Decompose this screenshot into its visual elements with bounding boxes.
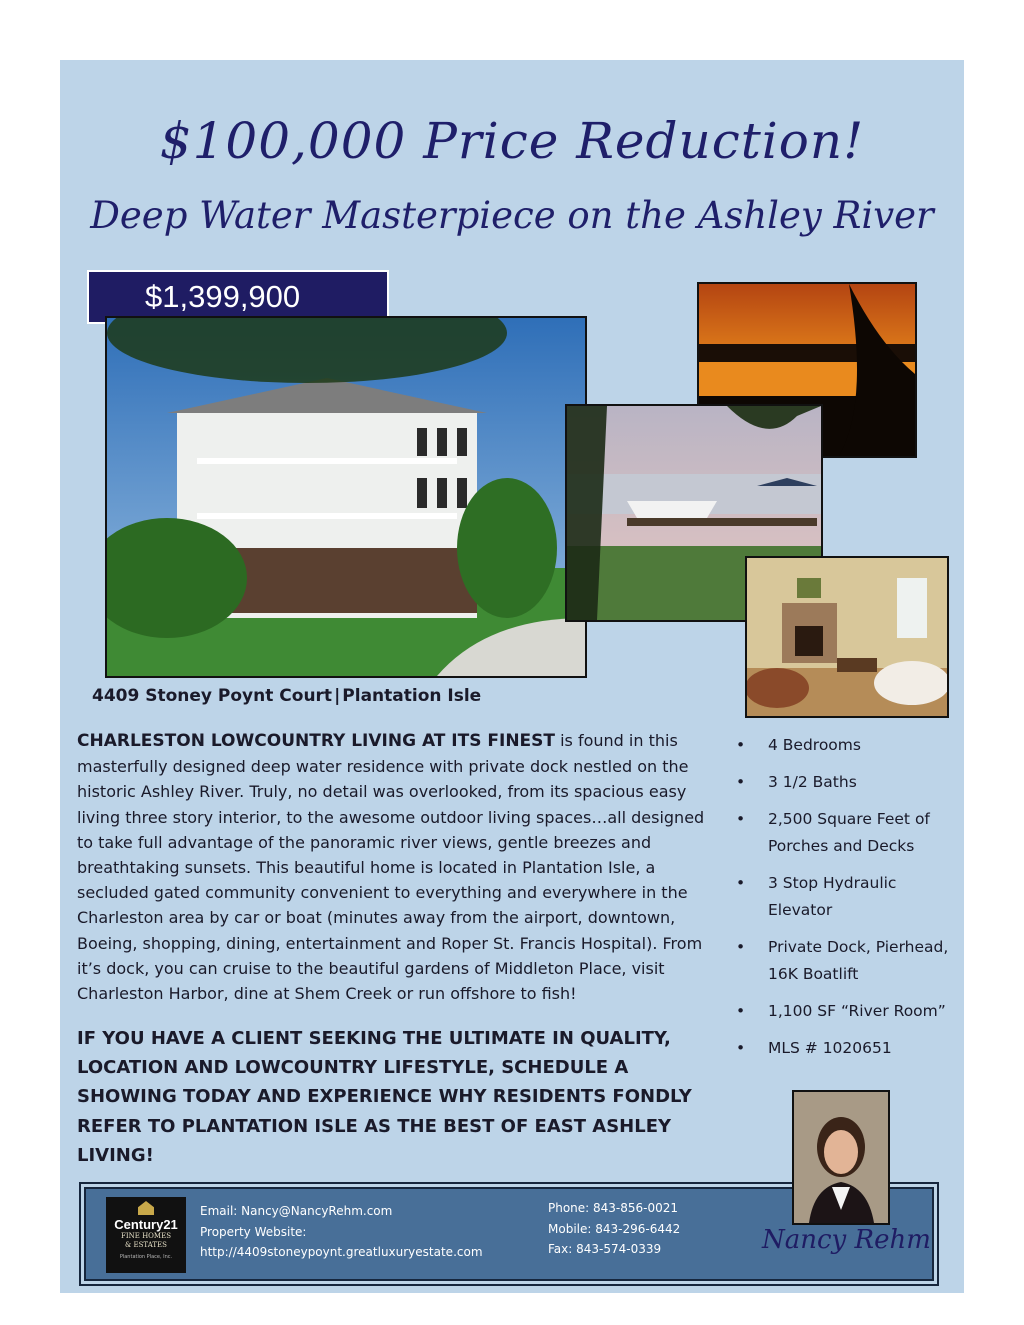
mobile-line: Mobile: 843-296-6442 bbox=[548, 1221, 681, 1236]
contact-column bbox=[200, 1201, 483, 1263]
fax-line: Fax: 843-574-0339 bbox=[548, 1242, 662, 1256]
description bbox=[77, 728, 707, 1006]
logo-brand: Century21 bbox=[114, 1217, 178, 1232]
call-to-action: IF YOU HAVE A CLIENT SEEKING THE ULTIMATE IN QUALITY, LOCATION AND LOWCOUNTRY LIFESTYLE, SCHEDULE A SHOWING TODAY AND EXPERIENCE WHY RESIDENTS FONDLY REFER TO PLANTATION ISLE AS THE BEST OF EAST ASHLEY LIVING! bbox=[77, 1028, 692, 1166]
feature-item: • Private Dock, Pierhead, 16K Boatlift bbox=[736, 934, 962, 988]
logo-line-1: FINE HOMES bbox=[121, 1232, 171, 1240]
feature-item: • 4 Bedrooms bbox=[736, 732, 962, 759]
feature-item: • 2,500 Square Feet of Porches and Decks bbox=[736, 806, 962, 860]
address-street: 4409 Stoney Poynt Court bbox=[92, 686, 333, 706]
website-link[interactable]: http://4409stoneypoynt.greatluxuryestate.com bbox=[200, 1245, 483, 1259]
house-icon bbox=[138, 1201, 154, 1215]
feature-list bbox=[736, 732, 962, 1072]
feature-item: • 3 1/2 Baths bbox=[736, 769, 962, 796]
agent-portrait-photo bbox=[792, 1090, 890, 1225]
feature-item: • 1,100 SF “River Room” bbox=[736, 998, 962, 1025]
description-body: is found in this masterfully designed deep water residence with private dock nestled on the historic Ashley River. Truly, no detail was overlooked, from its spacious easy living three story interior, to the awesome outdoor living spaces…all designed to take full advantage of the panoramic river views, gentle breezes and breathtaking sunsets. This beautiful home is located in Plantation Isle, a secluded gated community convenient to everything and everywhere in the Charleston area by car or boat (minutes away from the airport, downtown, Boeing, shopping, dining, entertainment and Roper St. Francis Hospital). From it’s dock, you can cruise to the beautiful gardens of Middleton Place, visit Charleston Harbor, dine at Shem Creek or run offshore to fish! bbox=[77, 731, 705, 1004]
feature-item: • MLS # 1020651 bbox=[736, 1035, 962, 1062]
headline: $100,000 Price Reduction! bbox=[159, 112, 865, 170]
address-community: Plantation Isle bbox=[342, 686, 482, 706]
price-box: $1,399,900 bbox=[87, 270, 389, 324]
century21-logo bbox=[106, 1197, 186, 1273]
website-label: Property Website: bbox=[200, 1224, 307, 1239]
feature-item: • 3 Stop Hydraulic Elevator bbox=[736, 870, 962, 924]
description-lead: CHARLESTON LOWCOUNTRY LIVING AT ITS FINEST bbox=[77, 731, 556, 751]
house-exterior-photo bbox=[105, 316, 587, 678]
living-room-photo bbox=[745, 556, 949, 718]
email-line[interactable]: Email: Nancy@NancyRehm.com bbox=[200, 1204, 393, 1218]
flyer bbox=[60, 60, 964, 1293]
address bbox=[92, 686, 481, 706]
agent-signature: Nancy Rehm bbox=[762, 1225, 931, 1255]
address-separator: | bbox=[334, 686, 341, 706]
logo-line-3: Plantation Place, Inc. bbox=[119, 1254, 173, 1260]
logo-line-2: & ESTATES bbox=[125, 1241, 167, 1249]
phone-column bbox=[548, 1198, 680, 1260]
phone-line: Phone: 843-856-0021 bbox=[548, 1201, 679, 1215]
subheadline: Deep Water Masterpiece on the Ashley River bbox=[90, 194, 934, 237]
